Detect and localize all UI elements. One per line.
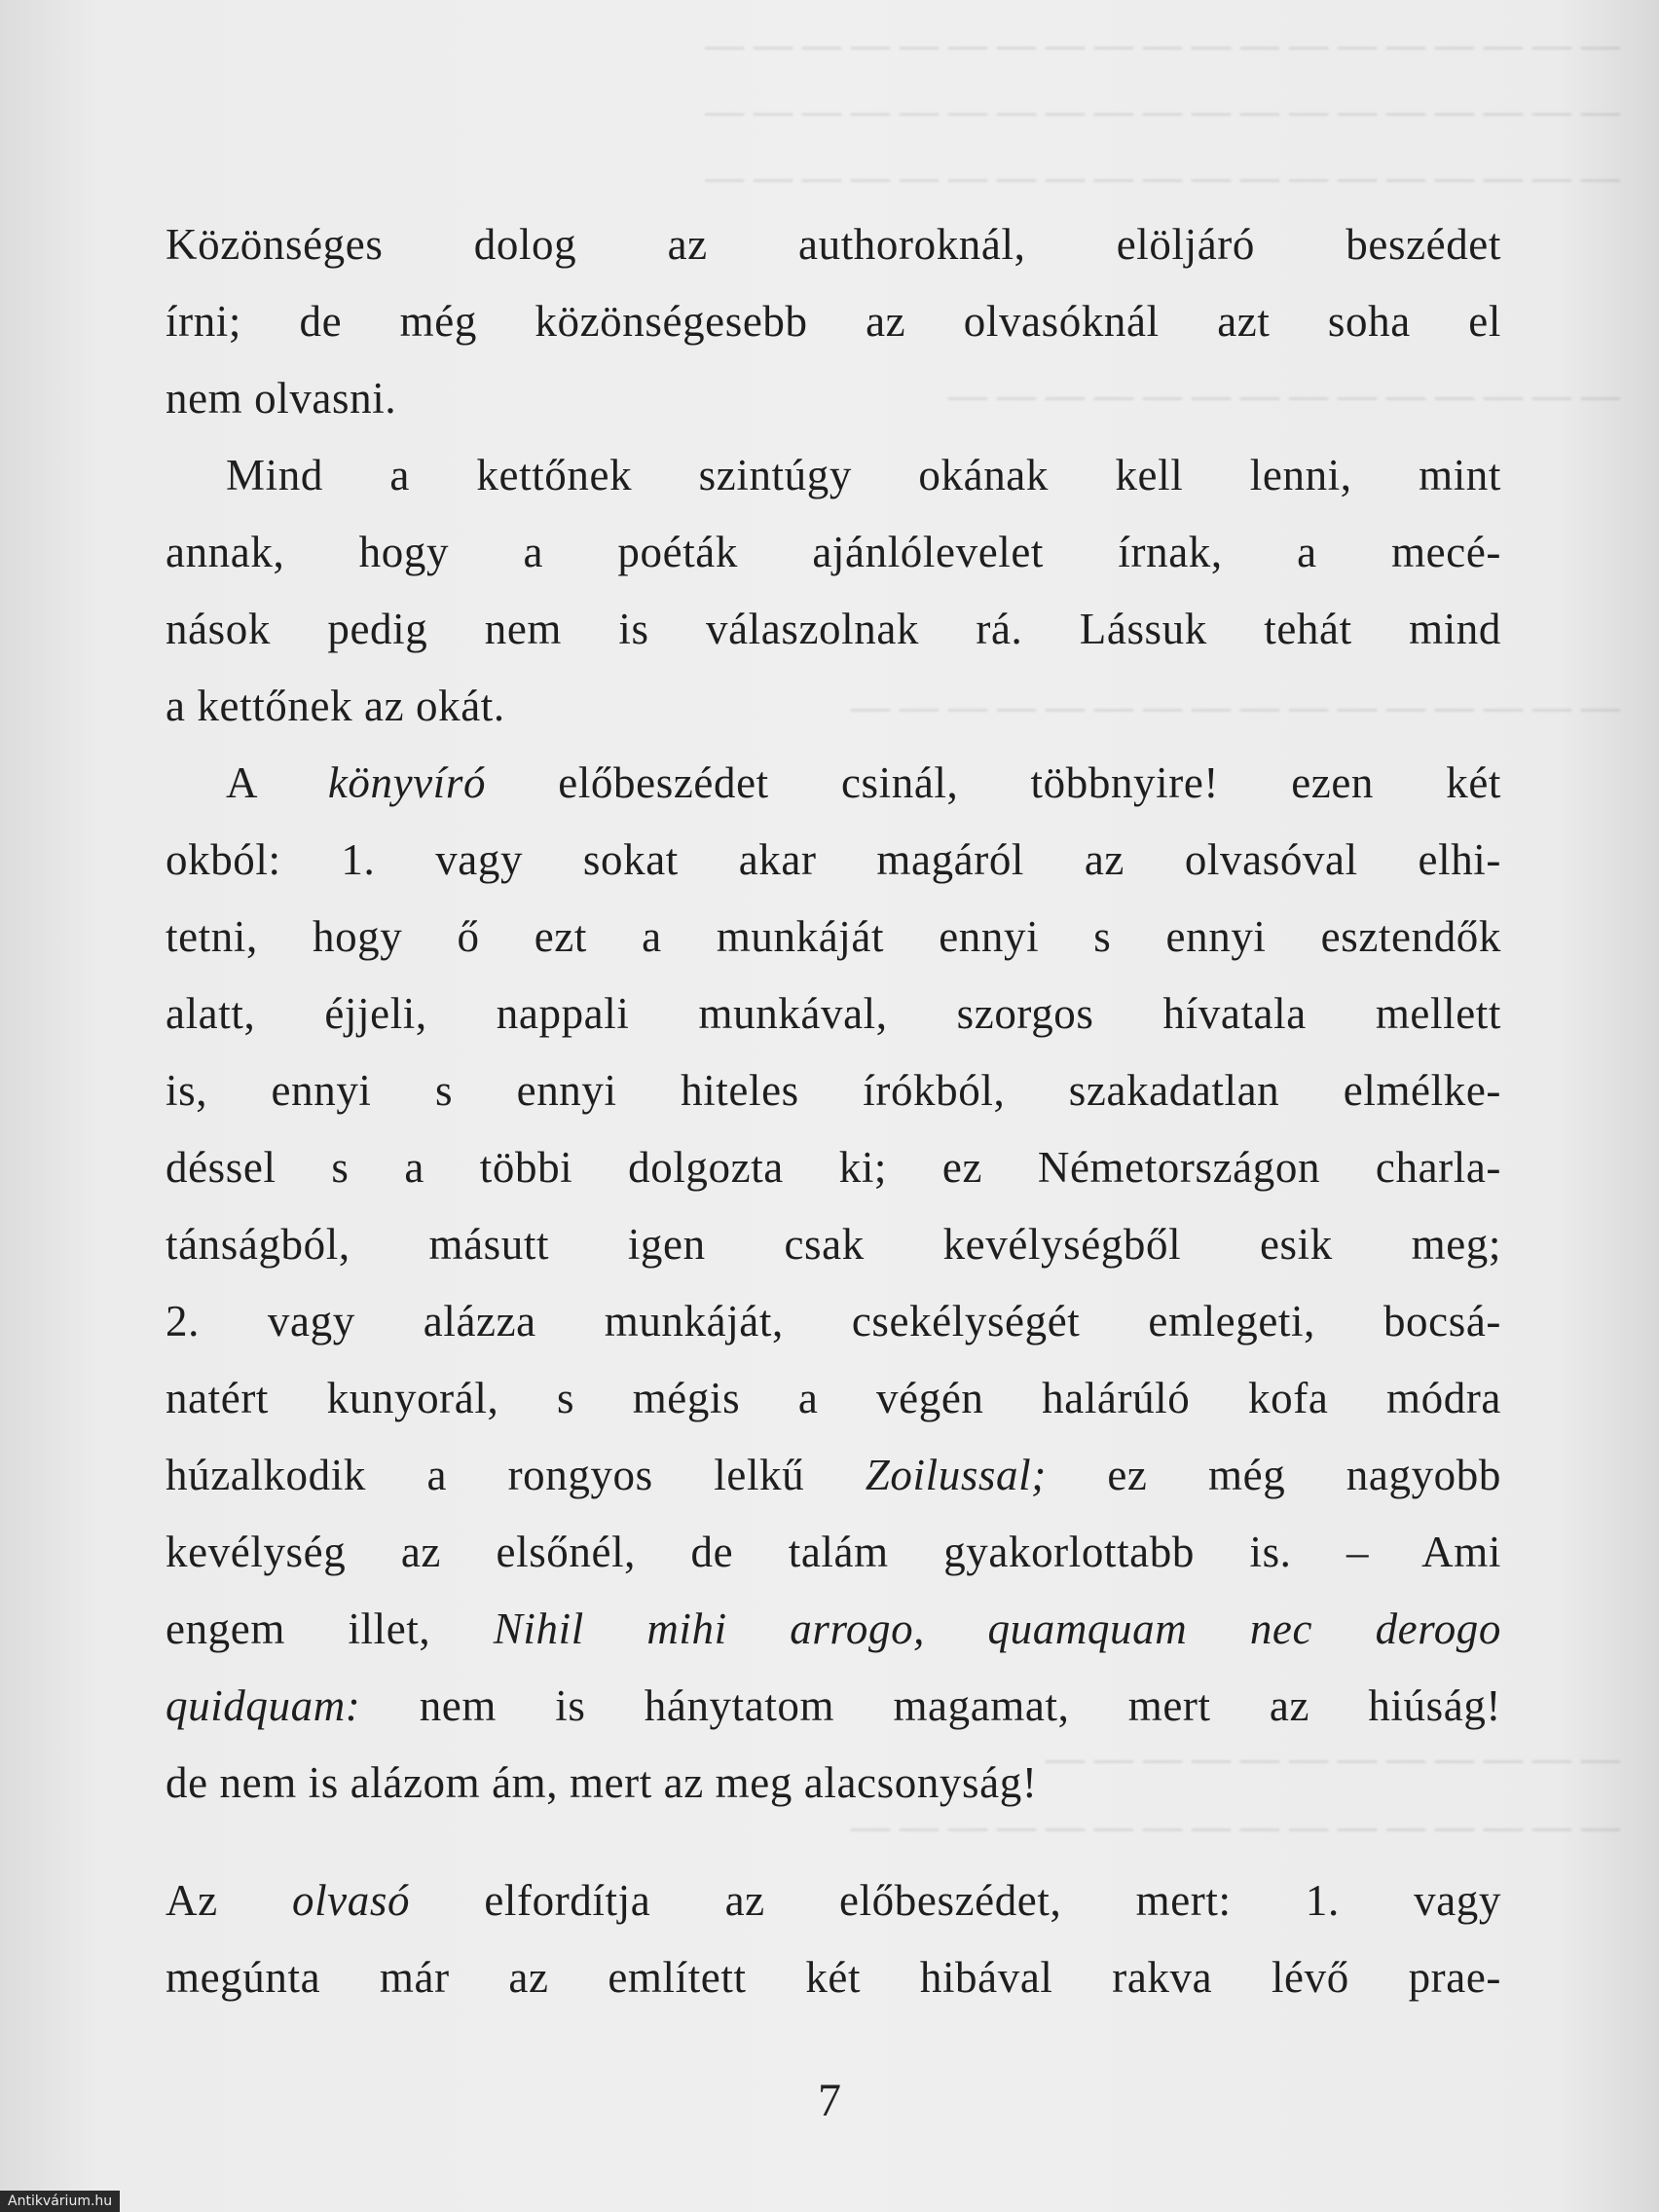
text-line	[166, 360, 1501, 437]
text-line	[166, 1745, 1501, 1822]
text-run: de nem is alázom ám, mert az meg alacsonyság!	[166, 1758, 1038, 1807]
text-line	[166, 1939, 1501, 2016]
text-run: Közönséges dolog az authoroknál, elöljáró beszédet	[166, 220, 1501, 269]
paragraph	[166, 437, 1501, 745]
text-line	[166, 1668, 1501, 1745]
text-run: natért kunyorál, s mégis a végén halárúló kofa módra	[166, 1374, 1501, 1422]
text-run: okból: 1. vagy sokat akar magáról az olvasóval elhi-	[166, 835, 1501, 884]
watermark: Antikvárium.hu	[0, 2191, 120, 2212]
text-line	[166, 899, 1501, 976]
text-run: is, ennyi s ennyi hiteles írókból, szakadatlan elmélke-	[166, 1066, 1501, 1115]
text-line	[166, 1283, 1501, 1360]
text-run: húzalkodik a rongyos lelkű	[166, 1451, 866, 1499]
italic-text: Zoilussal;	[865, 1451, 1047, 1499]
italic-text: könyvíró	[327, 758, 487, 807]
text-run: megúnta már az említett két hibával rakva lévő prae-	[166, 1953, 1501, 2002]
text-line	[166, 1862, 1501, 1939]
text-run: déssel s a többi dolgozta ki; ez Németországon charla-	[166, 1143, 1501, 1192]
text-line	[166, 745, 1501, 822]
text-line	[166, 591, 1501, 668]
text-run: elfordítja az előbeszédet, mert: 1. vagy	[410, 1876, 1501, 1925]
text-line	[166, 1514, 1501, 1591]
text-run: alatt, éjjeli, nappali munkával, szorgos hívatala mellett	[166, 989, 1501, 1038]
text-run: Az	[166, 1876, 292, 1925]
text-run: írni; de még közönségesebb az olvasóknál azt soha el	[166, 297, 1501, 346]
text-line	[166, 206, 1501, 283]
text-line	[166, 1591, 1501, 1668]
paragraph	[166, 206, 1501, 437]
page-number: 7	[818, 2075, 841, 2126]
text-run: Mind a kettőnek szintúgy okának kell lenni, mint	[226, 451, 1501, 499]
text-line	[166, 1360, 1501, 1437]
text-line	[166, 822, 1501, 899]
italic-text: olvasó	[291, 1876, 411, 1925]
text-line	[166, 283, 1501, 360]
text-run: előbeszédet csinál, többnyire! ezen két	[486, 758, 1501, 807]
text-run: tánságból, másutt igen csak kevélységből esik meg;	[166, 1220, 1501, 1269]
text-run: tetni, hogy ő ezt a munkáját ennyi s ennyi esztendők	[166, 912, 1501, 961]
paragraph	[166, 1862, 1501, 2016]
text-line	[166, 437, 1501, 514]
text-run: kevélység az elsőnél, de talám gyakorlottabb is. – Ami	[166, 1528, 1501, 1576]
text-run: a kettőnek az okát.	[166, 682, 505, 730]
text-line	[166, 1052, 1501, 1129]
text-run: nem olvasni.	[166, 374, 397, 423]
body-text	[166, 206, 1501, 2016]
text-line	[166, 976, 1501, 1052]
text-line	[166, 1129, 1501, 1206]
text-line	[166, 668, 1501, 745]
text-run: nem is hánytatom magamat, mert az hiúság!	[360, 1681, 1501, 1730]
text-run: ez még nagyobb	[1046, 1451, 1501, 1499]
text-line	[166, 514, 1501, 591]
text-run: 2. vagy alázza munkáját, csekélységét emlegeti, bocsá-	[166, 1297, 1501, 1346]
text-line	[166, 1437, 1501, 1514]
italic-text: Nihil mihi arrogo, quamquam nec derogo	[493, 1604, 1502, 1653]
paragraph	[166, 745, 1501, 1822]
italic-text: quidquam:	[166, 1681, 361, 1730]
text-run: engem illet,	[166, 1604, 494, 1653]
text-run: annak, hogy a poéták ajánlólevelet írnak, a mecé-	[166, 528, 1501, 576]
text-run: nások pedig nem is válaszolnak rá. Lássuk tehát mind	[166, 605, 1501, 653]
text-run: A	[226, 758, 328, 807]
bleed-through-text: — — — — — — — — — — — — — — — — — — — — — — — — — — — — — — — — — — — — — — — — — — — — — — — — — — — — — — — — — — — — — — — — — — — — — — — — — — — — — — — — — — — — — — — — — — — — — — — — — — — — — — — — — — — — — — — — — — —	[705, 22, 1620, 1848]
text-line	[166, 1206, 1501, 1283]
